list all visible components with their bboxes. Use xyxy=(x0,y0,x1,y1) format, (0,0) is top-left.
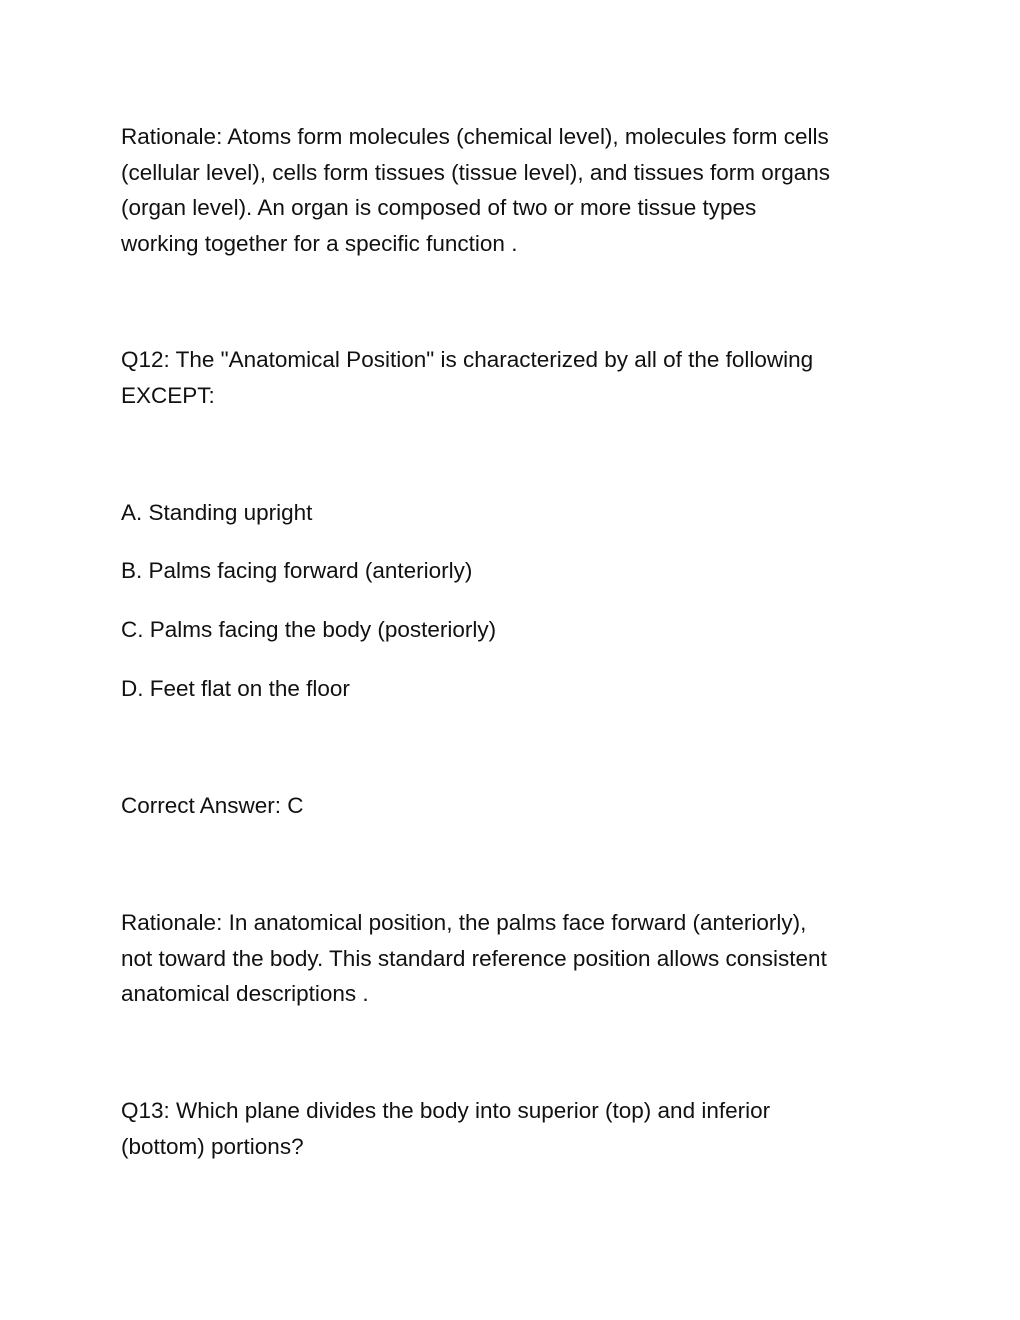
answer-text: Correct Answer: C xyxy=(121,793,304,818)
rationale-line: not toward the body. This standard reference position allows consistent xyxy=(121,945,827,971)
option-text: B. Palms facing forward (anteriorly) xyxy=(121,558,473,583)
rationale-line: (organ level). An organ is composed of two or more tissue types xyxy=(121,195,757,220)
rationale-line: anatomical descriptions . xyxy=(121,981,369,1006)
question-line: (bottom) portions? xyxy=(121,1133,304,1159)
rationale-line: Rationale: In anatomical position, the palms face forward (anteriorly), xyxy=(121,910,807,935)
rationale-line: (cellular level), cells form tissues (tissue level), and tissues form organs xyxy=(121,159,830,185)
option-c xyxy=(121,612,911,648)
option-text: C. Palms facing the body (posteriorly) xyxy=(121,617,497,642)
rationale-line: working together for a specific function . xyxy=(121,230,518,256)
correct-answer-q12 xyxy=(121,788,911,824)
option-text: A. Standing upright xyxy=(121,500,313,525)
option-a xyxy=(121,495,911,531)
question-line: EXCEPT: xyxy=(121,382,215,408)
rationale-paragraph-q11 xyxy=(121,119,911,261)
rationale-paragraph-q12 xyxy=(121,905,911,1012)
question-line: Q13: Which plane divides the body into superior (top) and inferior xyxy=(121,1098,771,1123)
question-q12 xyxy=(121,342,911,413)
rationale-line: Rationale: Atoms form molecules (chemical level), molecules form cells xyxy=(121,124,829,149)
option-b xyxy=(121,553,911,589)
question-line: Q12: The "Anatomical Position" is characterized by all of the following xyxy=(121,347,814,372)
option-d xyxy=(121,671,911,707)
question-q13 xyxy=(121,1093,911,1164)
option-text: D. Feet flat on the floor xyxy=(121,676,350,701)
